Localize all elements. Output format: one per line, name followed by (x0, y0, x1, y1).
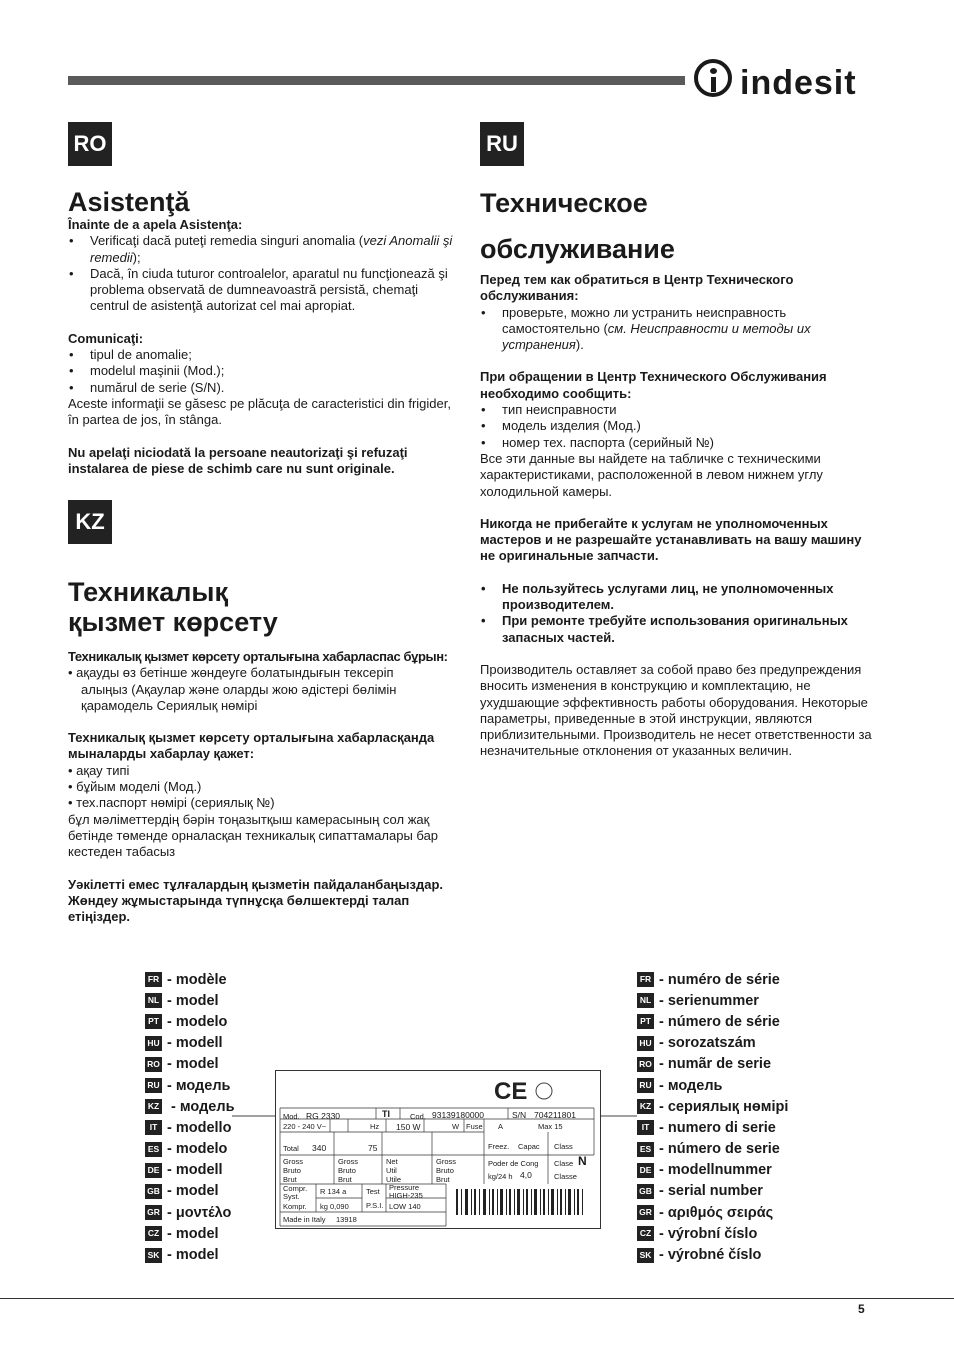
list-item: • Не пользуйтесь услугами лиц, не уполномоченных производителем. (480, 581, 872, 614)
kz-bullet-cont: алыңыз (Ақаулар және оларды жою әдістері бөлімін (81, 681, 397, 697)
plate-net: Net Util Utile (386, 1157, 402, 1184)
kz-title-1: Техникалық (68, 577, 228, 607)
plate-classe: Classe (554, 1172, 577, 1181)
badge-kz: KZ (68, 500, 112, 544)
plate-kg24-val: 4,0 (520, 1170, 532, 1180)
kz-text: бұл мәліметтердің бәрін тоңазытқыш камерасының сол жақ бетінде төменде орналасқан техникалық сипаттамалары бар кестеден табасыз (68, 811, 439, 860)
page-number: 5 (858, 1302, 865, 1316)
list-item: • numărul de serie (S/N). (68, 380, 460, 396)
badge-ru: RU (480, 122, 524, 166)
footer-line (0, 1298, 954, 1299)
kz-intro: Техникалық қызмет көрсету орталығына хабарласпас бұрын: (68, 649, 448, 664)
list-item: GB - model (145, 1181, 234, 1202)
list-item: • tipul de anomalie; (68, 347, 460, 363)
ce-mark: CE (494, 1078, 528, 1105)
plate-serial-value: 704211801 (534, 1110, 576, 1120)
logo-text: indesit (740, 64, 857, 102)
plate-class-val: N (578, 1154, 587, 1168)
list-item: NL - model (145, 990, 234, 1011)
kz-title-2: қызмет көрсету (68, 607, 278, 637)
list-item: RU - модель (145, 1075, 234, 1096)
plate-cod-label: Cod. (410, 1112, 426, 1121)
plate-model-value: RG 2330 (306, 1111, 341, 1121)
plate-hz: Hz (370, 1122, 380, 1131)
plate-r134: R 134 a (320, 1187, 347, 1196)
plate-poder: Poder de Cong (488, 1159, 539, 1168)
plate-mod-label: Mod. (283, 1112, 300, 1121)
ro-comm-title: Comunicaţi: (68, 330, 144, 346)
list-item: • номер тех. паспорта (серийный №) (480, 435, 872, 451)
plate-psi: P.S.I. (366, 1201, 384, 1210)
plate-pressure: Pressure HIGH-235 (389, 1183, 423, 1200)
plate-gross: Gross Bruto Brut (283, 1157, 304, 1184)
list-item: • Dacă, în ciuda tuturor controalelor, aparatul nu funcţionează şi problema observată de dumneavoastră persistă, chemaţi centrul de asistenţă autorizat cel mai apropiat. (68, 266, 460, 315)
list-item: KZ - модель (145, 1096, 234, 1117)
list-item: • модель изделия (Мод.) (480, 418, 872, 434)
plate-kg24: kg/24 h (488, 1172, 513, 1181)
plate-made-in: Made in Italy (283, 1215, 326, 1224)
kz-bullet-cont2: қарамодель Сериялық нөмірі (81, 697, 258, 713)
list-item: IT - numero di serie (637, 1117, 788, 1138)
kz-warning: Уәкілетті емес тұлғалардың қызметін пайдаланбаңыздар. Жөндеу жұмыстарында түпнұсқа бөлшектерді талап етіңіздер. (68, 876, 444, 925)
list-item: FR - numéro de série (637, 969, 788, 990)
list-item: PT - modelo (145, 1011, 234, 1032)
list-item: • тех.паспорт нөмірі (сериялық №) (68, 795, 275, 811)
list-item: GR - μοντέλο (145, 1202, 234, 1223)
ru-title-2: обслуживание (480, 234, 675, 264)
plate-sn-label: S/N (512, 1110, 527, 1120)
plate-made-val: 13918 (336, 1215, 357, 1224)
ru-warning: Никогда не прибегайте к услугам не уполномоченных мастеров и не разрешайте устанавливать на вашу машину не оригинальные запчасти. (480, 515, 862, 564)
plate-clase: Clase (554, 1159, 574, 1168)
list-item: ES - modelo (145, 1139, 234, 1160)
plate-tl: TI (382, 1109, 390, 1119)
list-item: CZ - model (145, 1223, 234, 1244)
list-item: FR - modèle (145, 969, 234, 990)
plate-test: Test (366, 1187, 380, 1196)
plate-total: Total (283, 1144, 299, 1153)
list-item: DE - modellnummer (637, 1160, 788, 1181)
plate-kg: kg 0,090 (320, 1202, 349, 1211)
ro-warning: Nu apelaţi niciodată la persoane neautorizaţi şi refuzaţi instalarea de piese de schimb care nu sunt originale. (68, 444, 408, 476)
plate-total-val: 340 (312, 1143, 327, 1153)
list-item: • тип неисправности (480, 402, 872, 418)
plate-low: LOW 140 (389, 1202, 421, 1211)
ru-disclaimer: Производитель оставляет за собой право без предупреждения вносить изменения в конструкцию и комплектацию, не ухудшающие эффективность работы оборудования. Некоторые параметры, приведенные в этой инструкции, являются приблизительными. Производитель не несет ответственности за незначительные отклонения от указанных величин. (480, 661, 872, 759)
cert-icon (536, 1083, 552, 1099)
list-item: NL - serienummer (637, 990, 788, 1011)
kz-contact-title: Техникалық қызмет көрсету орталығына хабарласқанда мыналарды хабарлау қажет: (68, 730, 435, 762)
ro-title: Asistenţă (68, 187, 190, 217)
plate-fuse: Fuse (466, 1122, 483, 1131)
plate-compr: Compr. Syst. (283, 1184, 308, 1201)
list-item: PT - número de série (637, 1011, 788, 1032)
plate-w2: W (452, 1122, 460, 1131)
list-item: DE - modell (145, 1160, 234, 1181)
plate-voltage: 220 - 240 V~ (283, 1122, 327, 1131)
ro-comm-text: Aceste informaţii se găsesc pe plăcuţa de caracteristici din frigider, în partea de jos, în stânga. (68, 395, 451, 428)
list-item: SK - výrobné číslo (637, 1244, 788, 1265)
list-item: • modelul maşinii (Mod.); (68, 363, 460, 379)
list-item: • бұйым моделі (Мод.) (68, 779, 202, 795)
list-item: • проверьте, можно ли устранить неисправность самостоятельно (см. Неисправности и методы их устранения). (480, 305, 872, 354)
plate-kompr: Kompr. (283, 1202, 307, 1211)
list-item: SK - model (145, 1244, 234, 1265)
list-item: RO - numãr de serie (637, 1054, 788, 1075)
list-item: RO - model (145, 1054, 234, 1075)
list-item: GB - serial number (637, 1181, 788, 1202)
list-item: RU - модель (637, 1075, 788, 1096)
plate-capac: Capac (518, 1142, 540, 1151)
plate-freez: Freez. (488, 1142, 510, 1151)
ro-intro: Înainte de a apela Asistenţa: (68, 217, 243, 232)
kz-bullet: • ақауды өз бетінше жөндеуге болатындығын тексеріп (68, 665, 394, 681)
ru-text: Все эти данные вы найдете на табличке с техническими характеристиками, расположенной в левом нижнем углу холодильной камеры. (480, 450, 823, 499)
plate-amp: A (498, 1122, 504, 1131)
list-item: • При ремонте требуйте использования оригинальных запасных частей. (480, 613, 872, 646)
ru-contact-title: При обращении в Центр Технического Обслуживания необходимо сообщить: (480, 369, 827, 401)
plate-class: Class (554, 1142, 573, 1151)
ru-title-1: Техническое (480, 188, 648, 218)
rating-plate (275, 1070, 601, 1229)
plate-watt: 150 W (396, 1122, 421, 1132)
list-item: CZ - výrobní číslo (637, 1223, 788, 1244)
barcode (456, 1189, 583, 1215)
plate-total-val2: 75 (368, 1143, 378, 1153)
list-item: HU - sorozatszám (637, 1033, 788, 1054)
list-item: IT - modello (145, 1117, 234, 1138)
plate-cod-value: 93139180000 (432, 1110, 485, 1120)
list-item: GR - αριθμός σειράς (637, 1202, 788, 1223)
list-item: • ақау типі (68, 762, 130, 778)
ru-intro: Перед тем как обратиться в Центр Технического обслуживания: (480, 272, 794, 304)
list-item: ES - número de serie (637, 1139, 788, 1160)
list-item: KZ - сериялық нөмірі (637, 1096, 788, 1117)
badge-ro: RO (68, 122, 112, 166)
list-item: HU - modell (145, 1033, 234, 1054)
plate-max: Max 15 (538, 1122, 563, 1131)
plate-gross-2: Gross Bruto Brut (338, 1157, 359, 1184)
plate-gross-3: Gross Bruto Brut (436, 1157, 457, 1184)
list-item: • Verificaţi dacă puteţi remedia singuri anomalia (vezi Anomalii şi remedii); (68, 233, 460, 266)
